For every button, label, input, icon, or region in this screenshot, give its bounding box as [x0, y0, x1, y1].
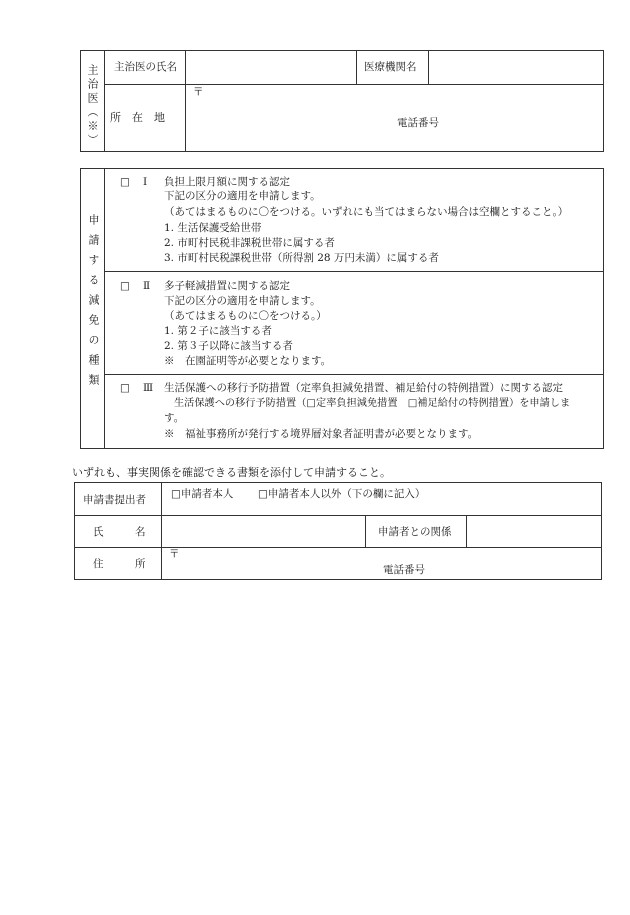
- divider: [104, 168, 105, 449]
- submitter-option-self[interactable]: □申請者本人: [171, 488, 234, 500]
- section1-numeral: Ⅰ: [143, 176, 148, 188]
- doctor-side-label: 主治医（※）: [86, 64, 99, 148]
- applicant-address-field[interactable]: [162, 548, 601, 579]
- submitter-label: 申請書提出者: [83, 494, 146, 506]
- submitter-option-other[interactable]: □申請者本人以外（下の欄に記入）: [258, 488, 426, 500]
- applicant-address-label: 住 所: [93, 558, 146, 570]
- section2-note: ※ 在園証明等が必要となります。: [164, 355, 332, 367]
- section1-item[interactable]: 3. 市町村民税課税世帯（所得割 28 万円未満）に属する者: [164, 252, 439, 264]
- section2-item[interactable]: 1. 第２子に該当する者: [164, 325, 272, 337]
- applicant-name-field[interactable]: [162, 516, 364, 546]
- section1-title: 負担上限月額に関する認定: [164, 176, 290, 188]
- divider: [104, 50, 105, 152]
- divider: [365, 515, 366, 547]
- institution-label: 医療機関名: [364, 61, 417, 73]
- section1-line2: （あてはまるものに〇をつける。いずれにも当てはまらない場合は空欄とすること。）: [164, 206, 569, 218]
- section3-title: 生活保護への移行予防措置（定率負担減免措置、補足給付の特例措置）に関する認定: [164, 382, 563, 394]
- section3-checkbox[interactable]: □: [120, 382, 130, 394]
- doctor-address-field[interactable]: [186, 85, 603, 151]
- relation-label: 申請者との関係: [378, 526, 452, 538]
- doctor-address-label: 所 在 地: [110, 111, 165, 124]
- section2-line2: （あてはまるものに〇をつける。）: [164, 310, 327, 322]
- attachment-instruction: いずれも、事実関係を確認できる書類を添付して申請すること。: [72, 466, 391, 479]
- section3-numeral: Ⅲ: [143, 382, 154, 394]
- applicant-phone-label: 電話番号: [383, 564, 425, 576]
- section3-line2: す。: [164, 412, 185, 424]
- section1-item[interactable]: 1. 生活保護受給世帯: [164, 222, 262, 234]
- section1-item[interactable]: 2. 市町村民税非課税世帯に属する者: [164, 237, 335, 249]
- applicant-postal-mark: 〒: [169, 548, 180, 560]
- section1-line1: 下記の区分の適用を申請します。: [164, 190, 321, 202]
- doctor-phone-label: 電話番号: [397, 117, 439, 129]
- doctor-postal-mark: 〒: [193, 86, 204, 98]
- section3-note: ※ 福祉事務所が発行する境界層対象者証明書が必要となります。: [164, 428, 479, 440]
- divider: [356, 50, 357, 84]
- divider: [104, 271, 604, 272]
- section2-title: 多子軽減措置に関する認定: [164, 280, 290, 292]
- applicant-name-label: 氏 名: [93, 526, 146, 538]
- doctor-name-field[interactable]: [186, 51, 355, 83]
- section2-checkbox[interactable]: □: [120, 280, 130, 292]
- institution-field[interactable]: [429, 51, 603, 83]
- reduction-side-label: 申請する減免の種類: [87, 214, 100, 394]
- doctor-name-label: 主治医の氏名: [114, 61, 177, 73]
- section2-item[interactable]: 2. 第３子以降に該当する者: [164, 340, 293, 352]
- section1-checkbox[interactable]: □: [120, 176, 130, 188]
- divider: [104, 374, 604, 375]
- section2-line1: 下記の区分の適用を申請します。: [164, 295, 321, 307]
- section3-line1[interactable]: 生活保護への移行予防措置（□定率負担減免措置 □補足給付の特例措置）を申請しま: [174, 398, 571, 409]
- section2-numeral: Ⅱ: [143, 280, 151, 292]
- relation-field[interactable]: [467, 516, 601, 546]
